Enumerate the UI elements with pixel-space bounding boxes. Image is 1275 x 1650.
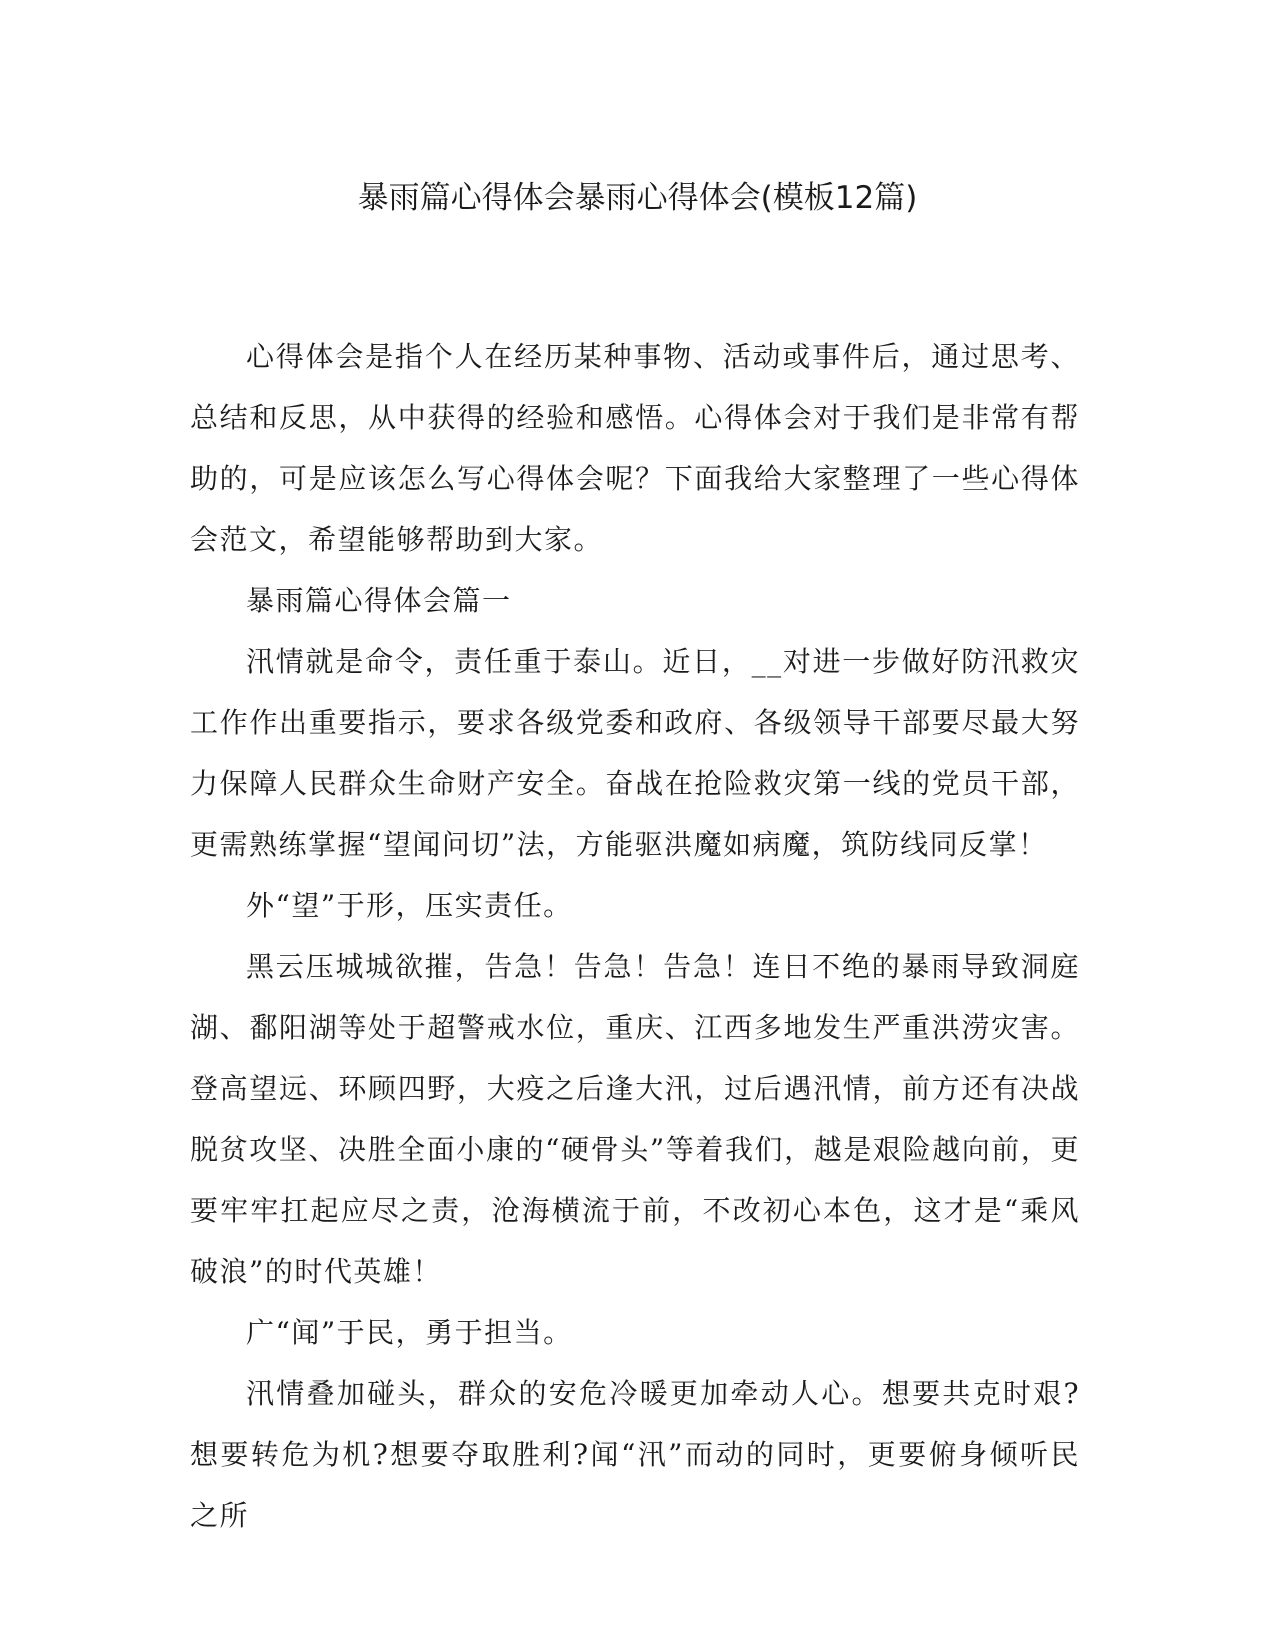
body-paragraph: 汛情叠加碰头，群众的安危冷暖更加牵动人心。想要共克时艰?想要转危为机?想要夺取胜利?闻“汛”而动的同时，更要俯身倾听民之所 — [190, 1377, 1080, 1532]
body-paragraph: 黑云压城城欲摧，告急！告急！告急！连日不绝的暴雨导致洞庭湖、鄱阳湖等处于超警戒水位，重庆、江西多地发生严重洪涝灾害。登高望远、环顾四野，大疫之后逢大汛，过后遇汛情，前方还有决战脱贫攻坚、决胜全面小康的“硬骨头”等着我们，越是艰险越向前，更要牢牢扛起应尽之责，沧海横流于前，不改初心本色，这才是“乘风破浪”的时代英雄！ — [190, 950, 1080, 1288]
intro-paragraph: 心得体会是指个人在经历某种事物、活动或事件后，通过思考、总结和反思，从中获得的经验和感悟。心得体会对于我们是非常有帮助的，可是应该怎么写心得体会呢？下面我给大家整理了一些心得体会范文，希望能够帮助到大家。 — [190, 340, 1080, 556]
subheading-wen: 广“闻”于民，勇于担当。 — [246, 1316, 573, 1349]
document-body — [190, 326, 1080, 1546]
subheading-wang: 外“望”于形，压实责任。 — [246, 889, 573, 922]
document-title: 暴雨篇心得体会暴雨心得体会(模板12篇) — [357, 180, 918, 216]
section-heading-1: 暴雨篇心得体会篇一 — [246, 584, 512, 617]
body-paragraph: 汛情就是命令，责任重于泰山。近日，__对进一步做好防汛救灾工作作出重要指示，要求各级党委和政府、各级领导干部要尽最大努力保障人民群众生命财产安全。奋战在抢险救灾第一线的党员干部，更需熟练掌握“望闻问切”法，方能驱洪魔如病魔，筑防线同反掌！ — [190, 645, 1080, 861]
